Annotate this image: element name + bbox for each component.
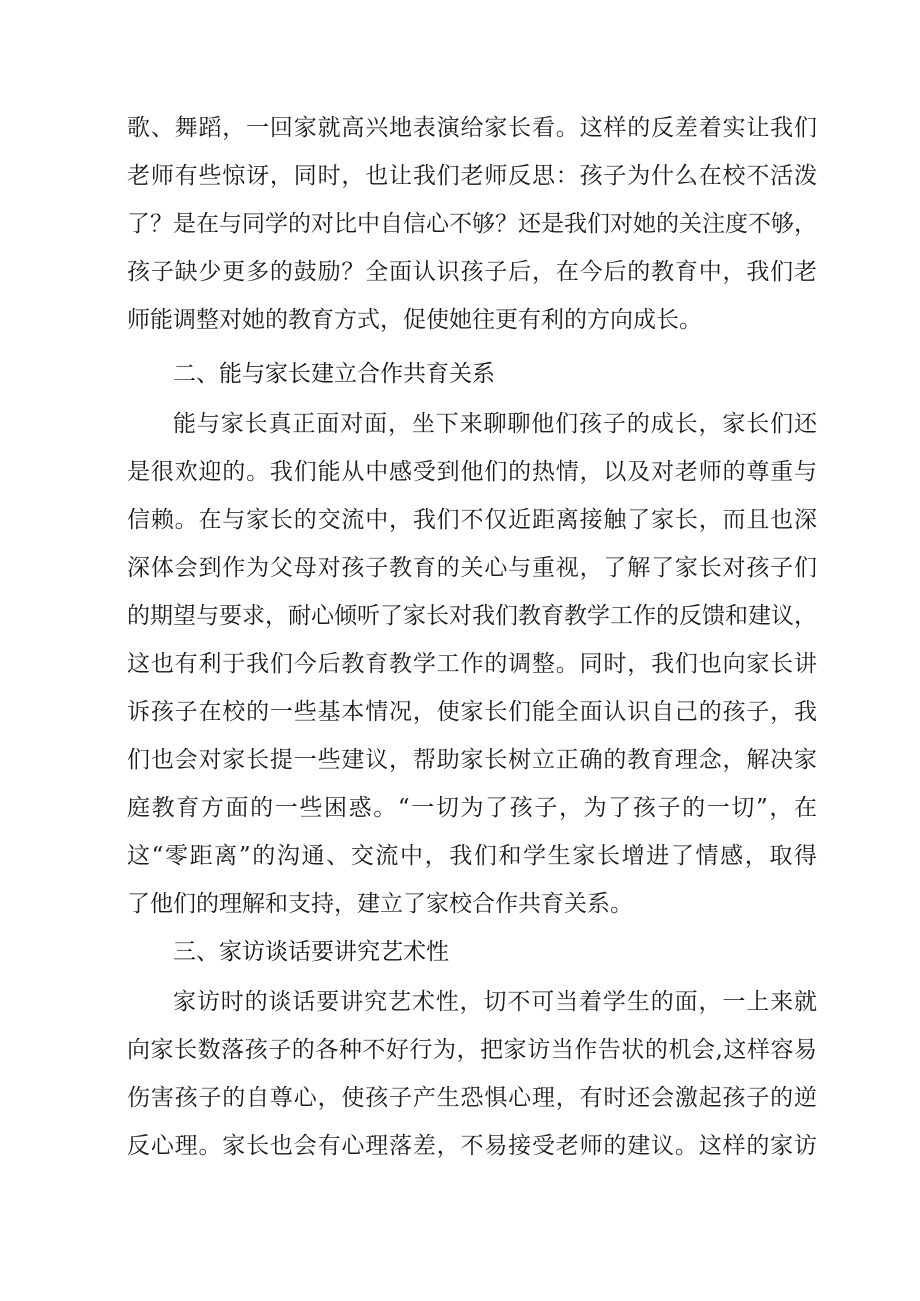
- paragraph-line: 师能调整对她的教育方式，促使她往更有利的方向成长。: [127, 307, 702, 333]
- paragraph-line: 了他们的理解和支持，建立了家校合作共育关系。: [127, 891, 633, 917]
- paragraph-line: 家访时的谈话要讲究艺术性，切不可当着学生的面，一上来就: [173, 989, 817, 1015]
- section-heading: 三、家访谈话要讲究艺术性: [173, 939, 449, 965]
- paragraph-line: 老师有些惊讶，同时，也让我们老师反思：孩子为什么在校不活泼: [127, 163, 817, 189]
- paragraph-line: 的期望与要求，耐心倾听了家长对我们教育教学工作的反馈和建议，: [127, 603, 817, 629]
- paragraph-line: 向家长数落孩子的各种不好行为，把家访当作告状的机会,这样容易: [127, 1037, 817, 1063]
- paragraph-line: 是很欢迎的。我们能从中感受到他们的热情，以及对老师的尊重与: [127, 459, 817, 485]
- paragraph-line: 歌、舞蹈，一回家就高兴地表演给家长看。这样的反差着实让我们: [127, 115, 817, 141]
- paragraph-line: 了？是在与同学的对比中自信心不够？还是我们对她的关注度不够，: [127, 211, 817, 237]
- paragraph-line: 诉孩子在校的一些基本情况，使家长们能全面认识自己的孩子，我: [127, 699, 817, 725]
- paragraph-line: 们也会对家长提一些建议，帮助家长树立正确的教育理念，解决家: [127, 747, 817, 773]
- section-heading: 二、能与家长建立合作共育关系: [173, 361, 495, 387]
- paragraph-line: 庭教育方面的一些困惑。“一切为了孩子，为了孩子的一切”，在: [127, 795, 817, 821]
- paragraph-line: 反心理。家长也会有心理落差，不易接受老师的建议。这样的家访: [127, 1133, 817, 1159]
- paragraph-line: 深体会到作为父母对孩子教育的关心与重视，了解了家长对孩子们: [127, 555, 817, 581]
- paragraph-line: 信赖。在与家长的交流中，我们不仅近距离接触了家长，而且也深: [127, 507, 817, 533]
- paragraph-line: 能与家长真正面对面，坐下来聊聊他们孩子的成长，家长们还: [173, 411, 817, 437]
- paragraph-line: 孩子缺少更多的鼓励？全面认识孩子后，在今后的教育中，我们老: [127, 259, 817, 285]
- paragraph-line: 伤害孩子的自尊心，使孩子产生恐惧心理，有时还会激起孩子的逆: [127, 1085, 817, 1111]
- paragraph-line: 这也有利于我们今后教育教学工作的调整。同时，我们也向家长讲: [127, 651, 817, 677]
- paragraph-line: 这“零距离”的沟通、交流中，我们和学生家长增进了情感，取得: [127, 843, 817, 869]
